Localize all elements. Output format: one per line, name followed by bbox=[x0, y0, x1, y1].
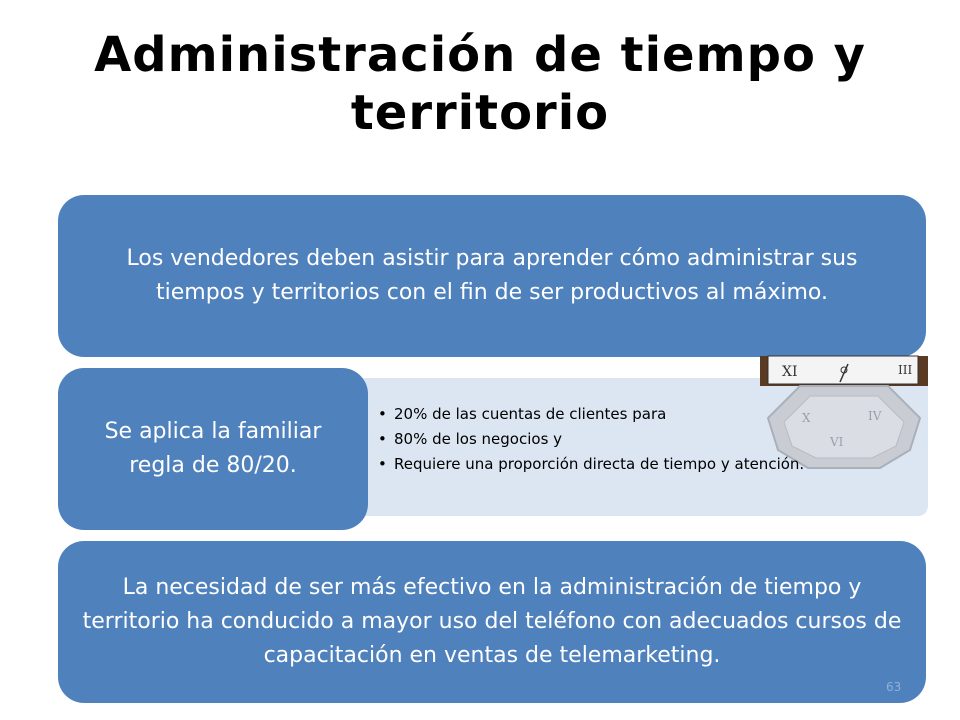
text-box-telemarketing bbox=[58, 541, 926, 703]
text-box-telemarketing-text: La necesidad de ser más efectivo en la administración de tiempo y territorio ha conducido a mayor uso del teléfono con adecuados cursos de capacitación en ventas de telemarketing. bbox=[82, 575, 902, 668]
svg-text:IV: IV bbox=[868, 409, 882, 423]
svg-text:XI: XI bbox=[782, 364, 798, 380]
bullet-item: • 80% de los negocios y bbox=[378, 427, 804, 452]
slide-title bbox=[40, 26, 920, 142]
svg-text:VI: VI bbox=[830, 435, 844, 449]
slide-title-line-1: Administración de tiempo y bbox=[94, 27, 866, 83]
text-box-attend bbox=[58, 195, 926, 357]
bullet-item: • 20% de las cuentas de clientes para bbox=[378, 402, 804, 427]
text-box-attend-text: Los vendedores deben asistir para aprender cómo administrar sus tiempos y territorios con el fin de ser productivos al máximo. bbox=[126, 246, 858, 305]
bullet-item: • Requiere una proporción directa de tiempo y atención. bbox=[378, 452, 804, 477]
svg-text:X: X bbox=[802, 411, 811, 425]
svg-text:III: III bbox=[898, 363, 913, 377]
page-number: 63 bbox=[886, 680, 902, 694]
text-box-rule bbox=[58, 368, 368, 530]
slide-title-line-2: territorio bbox=[350, 85, 610, 141]
bullet-list bbox=[378, 402, 804, 477]
text-box-rule-text: Se aplica la familiar regla de 80/20. bbox=[104, 419, 322, 478]
